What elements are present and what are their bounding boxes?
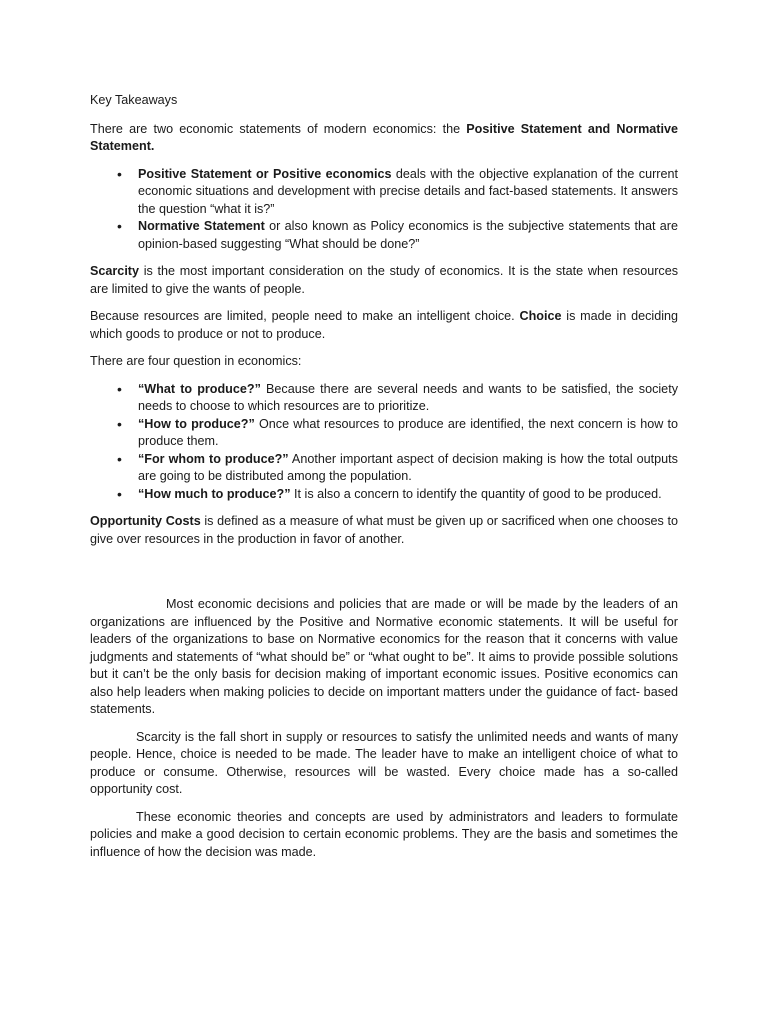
- question-term: “For whom to produce?”: [138, 451, 289, 466]
- essay-paragraph: These economic theories and concepts are used by administrators and leaders to formulate policies and make a good decision to certain economic problems. They are the basis and sometimes the influence of how the decision was made.: [90, 809, 678, 859]
- question-term: “What to produce?”: [138, 381, 261, 396]
- question-text: Once what resources to produce are identified, the next concern is how to produce them.: [138, 416, 678, 448]
- list-item: [90, 486, 678, 504]
- essay-paragraph: Scarcity is the fall short in supply or resources to satisfy the unlimited needs and wants of many people. Hence, choice is needed to be made. The leader have to make an intelligent choice of what to produce or consume. Otherwise, resources will be wasted. Every choice made has a so-called opportunity cost.: [90, 729, 678, 796]
- page-title: Key Takeaways: [90, 93, 178, 107]
- question-term: “How to produce?”: [138, 416, 255, 431]
- list-item: [90, 451, 678, 486]
- intro-bold: Positive Statement and Normative Statement.: [90, 121, 678, 153]
- scarcity-text: is the most important consideration on the study of economics. It is the state when resources are limited to give the wants of people.: [90, 264, 678, 296]
- list-item: [90, 218, 678, 253]
- choice-lead: Because resources are limited, people need to make an intelligent choice.: [90, 309, 520, 323]
- question-text: Because there are several needs and wants to be satisfied, the society needs to choose to which resources are to prioritize.: [138, 381, 678, 413]
- statement-text: deals with the objective explanation of the current economic situations and development with precise details and fact-based statements. It answers the question “what it is?”: [138, 166, 678, 216]
- scarcity-paragraph: [90, 263, 678, 298]
- question-term: “How much to produce?”: [138, 486, 291, 501]
- list-item: [90, 166, 678, 219]
- intro-lead: There are two economic statements of modern economics: the: [90, 121, 467, 136]
- opportunity-paragraph: [90, 513, 678, 548]
- statements-list: [90, 166, 678, 254]
- questions-intro: There are four question in economics:: [90, 354, 302, 368]
- question-text: It is also a concern to identify the quantity of good to be produced.: [290, 486, 662, 501]
- scarcity-term: Scarcity: [90, 264, 140, 278]
- statement-text: or also known as Policy economics is the subjective statements that are opinion-based suggesting “What should be done?”: [138, 219, 678, 251]
- list-item: [90, 416, 678, 451]
- choice-term: Choice: [519, 309, 562, 323]
- essay-paragraph: Most economic decisions and policies that are made or will be made by the leaders of an organizations are influenced by the Positive and Normative economic statements. It will be useful for leaders of the organizations to base on Normative economics for the reason that it concerns with value judgments and statements of “what should be” or “what ought to be”. It aims to provide possible solutions but it can’t be the only basis for decision making of important economic issues. Positive economics can also help leaders when making policies to decide on important matters under the guidance of fact- based statements.: [90, 597, 678, 716]
- statement-term: Normative Statement: [138, 219, 265, 233]
- intro-paragraph: [90, 121, 678, 156]
- opportunity-text: is defined as a measure of what must be given up or sacrificed when one chooses to give over resources in the production in favor of another.: [90, 514, 678, 546]
- questions-list: [90, 381, 678, 504]
- list-item: [90, 381, 678, 416]
- question-text: Another important aspect of decision making is how the total outputs are going to be distributed among the population.: [138, 451, 678, 483]
- statement-term: Positive Statement or Positive economics: [138, 166, 392, 181]
- choice-text: is made in deciding which goods to produce or not to produce.: [90, 309, 679, 341]
- section-gap: [90, 558, 678, 596]
- opportunity-term: Opportunity Costs: [90, 514, 201, 528]
- choice-paragraph: [90, 308, 678, 343]
